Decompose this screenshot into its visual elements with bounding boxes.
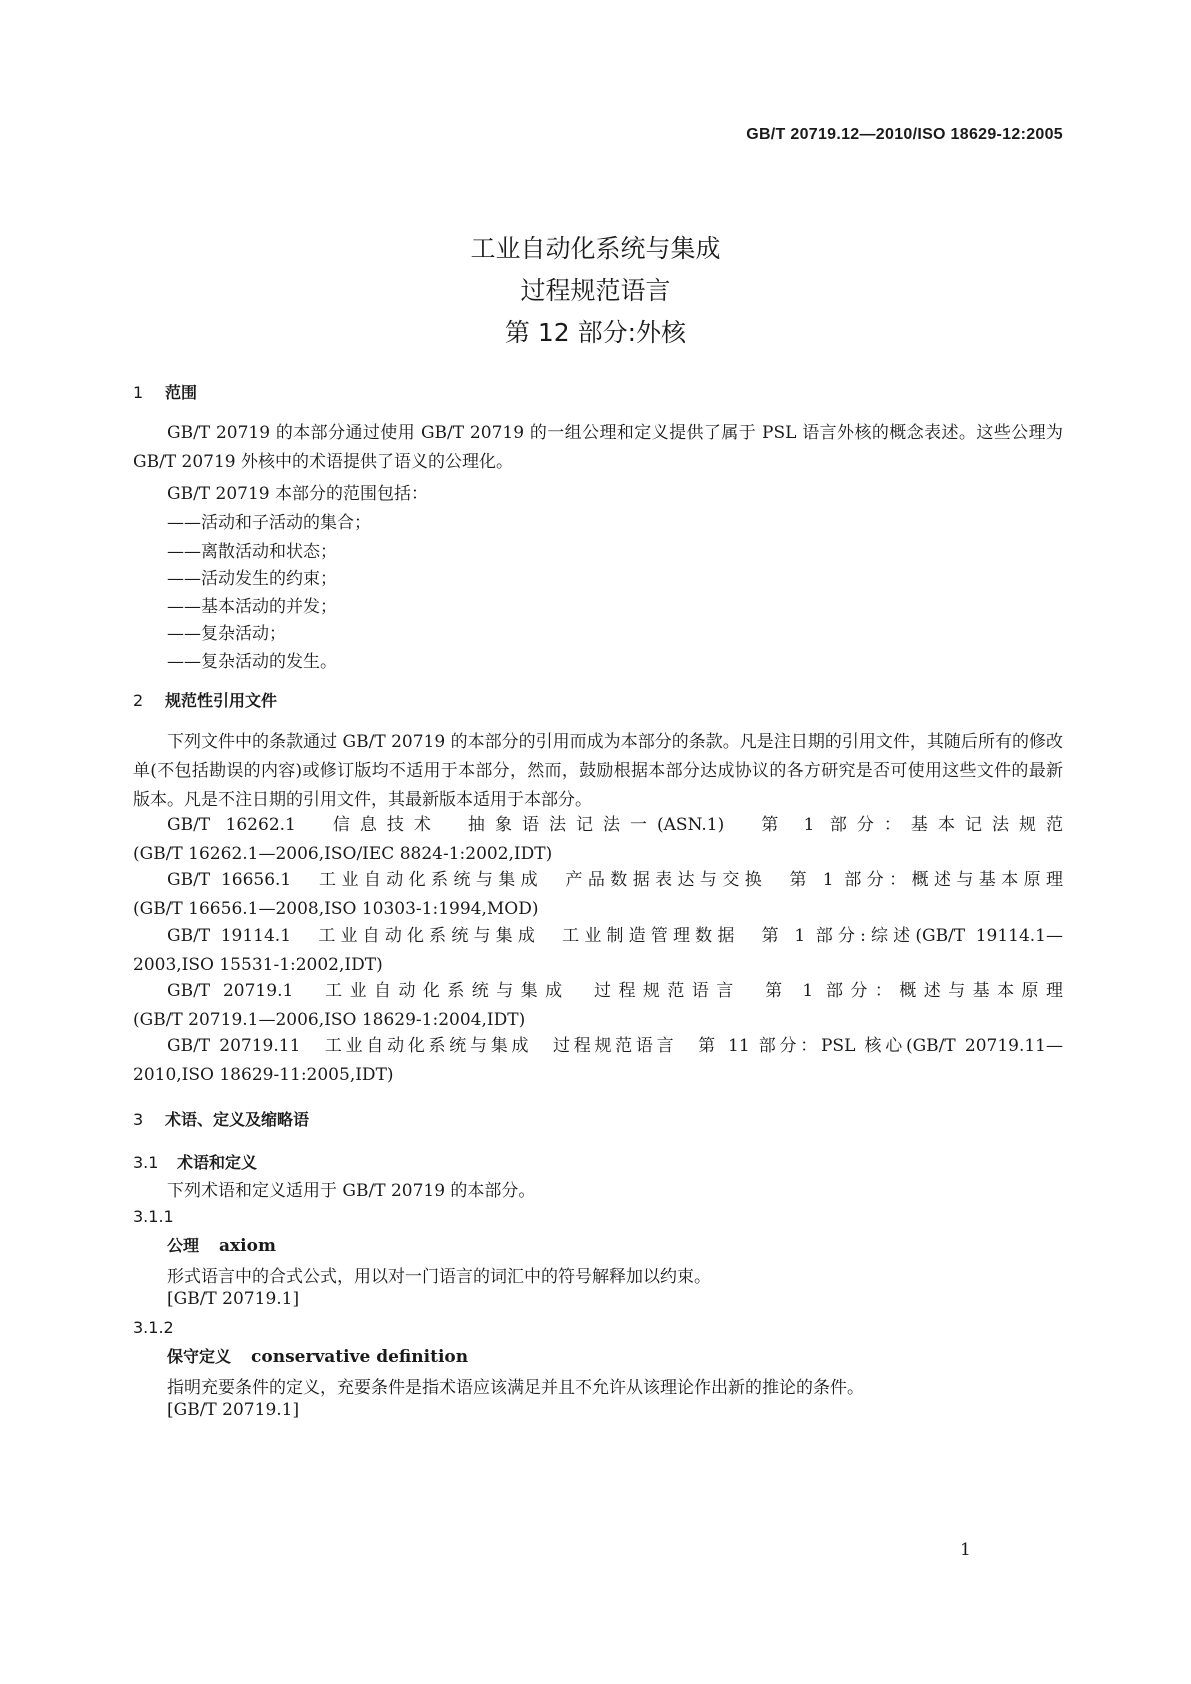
reference-line: 2010,ISO 18629-11:2005,IDT) xyxy=(133,1065,394,1085)
title-line-3: 第 12 部分:外核 xyxy=(504,318,687,347)
reference-line: (GB/T 16262.1—2006,ISO/IEC 8824-1:2002,IDT) xyxy=(133,844,553,864)
section-3-heading xyxy=(133,1107,309,1130)
list-item: ——活动发生的约束； xyxy=(167,569,337,589)
subsection-number: 3.1 xyxy=(133,1153,159,1172)
term-english: axiom xyxy=(219,1236,276,1256)
section-title: 规范性引用文件 xyxy=(165,691,278,710)
term-definition: 形式语言中的合式公式，用以对一门语言的词汇中的符号解释加以约束。 xyxy=(167,1267,711,1287)
term-definition: 指明充要条件的定义，充要条件是指术语应该满足并且不允许从该理论作出新的推论的条件。 xyxy=(167,1378,864,1398)
reference-entry xyxy=(133,866,1063,924)
term-number: 3.1.2 xyxy=(133,1318,174,1337)
list-item: ——活动和子活动的集合； xyxy=(167,513,371,533)
section-number: 3 xyxy=(133,1110,144,1129)
subsection-intro: 下列术语和定义适用于 GB/T 20719 的本部分。 xyxy=(167,1181,536,1201)
document-title xyxy=(0,228,1191,354)
subsection-3-1-heading xyxy=(133,1150,257,1173)
reference-line: GB/T 16656.1 工业自动化系统与集成 产品数据表达与交换 第 1 部分：概述与基本原理 xyxy=(167,870,1063,890)
reference-line: GB/T 19114.1 工业自动化系统与集成 工业制造管理数据 第 1 部分:综述(GB/T 19114.1— xyxy=(167,926,1063,946)
section-number: 1 xyxy=(133,383,144,402)
reference-entry xyxy=(133,922,1063,980)
page-number: 1 xyxy=(960,1540,971,1560)
term-english: conservative definition xyxy=(251,1347,469,1367)
term-source: [GB/T 20719.1] xyxy=(167,1400,300,1420)
section-title: 术语、定义及缩略语 xyxy=(165,1110,310,1129)
reference-line: GB/T 16262.1 信息技术 抽象语法记法一(ASN.1) 第 1 部分：基本记法规范 xyxy=(167,815,1063,835)
section-2-heading xyxy=(133,688,277,711)
reference-line: GB/T 20719.1 工业自动化系统与集成 过程规范语言 第 1 部分：概述与基本原理 xyxy=(167,981,1063,1001)
reference-line: GB/T 20719.11 工业自动化系统与集成 过程规范语言 第 11 部分：PSL 核心(GB/T 20719.11— xyxy=(167,1036,1063,1056)
title-line-2: 过程规范语言 xyxy=(520,276,671,305)
section-1-para-1: GB/T 20719 的本部分通过使用 GB/T 20719 的一组公理和定义提供了属于 PSL 语言外核的概念表述。这些公理为 GB/T 20719 外核中的术语提供了语义的公理化。 xyxy=(133,423,1063,472)
reference-line: (GB/T 20719.1—2006,ISO 18629-1:2004,IDT) xyxy=(133,1010,526,1030)
title-line-1: 工业自动化系统与集成 xyxy=(470,234,721,263)
term-source: [GB/T 20719.1] xyxy=(167,1289,300,1309)
subsection-title: 术语和定义 xyxy=(177,1153,258,1172)
standard-code: GB/T 20719.12—2010/ISO 18629-12:2005 xyxy=(746,126,1063,143)
list-item: ——离散活动和状态； xyxy=(167,542,337,562)
term-name xyxy=(167,1344,468,1367)
reference-entry xyxy=(133,977,1063,1035)
term-name xyxy=(167,1233,276,1256)
list-item: ——复杂活动的发生。 xyxy=(167,652,337,672)
term-chinese: 保守定义 xyxy=(167,1347,232,1366)
reference-entry xyxy=(133,1032,1063,1090)
term-chinese: 公理 xyxy=(167,1236,200,1255)
term-number: 3.1.1 xyxy=(133,1207,174,1226)
section-title: 范围 xyxy=(165,383,198,402)
section-2-para-1: 下列文件中的条款通过 GB/T 20719 的本部分的引用而成为本部分的条款。凡是注日期的引用文件，其随后所有的修改单(不包括勘误的内容)或修订版均不适用于本部分，然而，鼓励根据本部分达成协议的各方研究是否可使用这些文件的最新版本。凡是不注日期的引用文件，其最新版本适用于本部分。 xyxy=(133,732,1063,810)
reference-line: (GB/T 16656.1—2008,ISO 10303-1:1994,MOD) xyxy=(133,899,539,919)
section-1-heading xyxy=(133,380,197,403)
section-1-para-2: GB/T 20719 本部分的范围包括： xyxy=(167,484,429,504)
reference-line: 2003,ISO 15531-1:2002,IDT) xyxy=(133,955,383,975)
list-item: ——基本活动的并发； xyxy=(167,597,337,617)
reference-entry xyxy=(133,811,1063,869)
list-item: ——复杂活动； xyxy=(167,624,286,644)
section-number: 2 xyxy=(133,691,144,710)
